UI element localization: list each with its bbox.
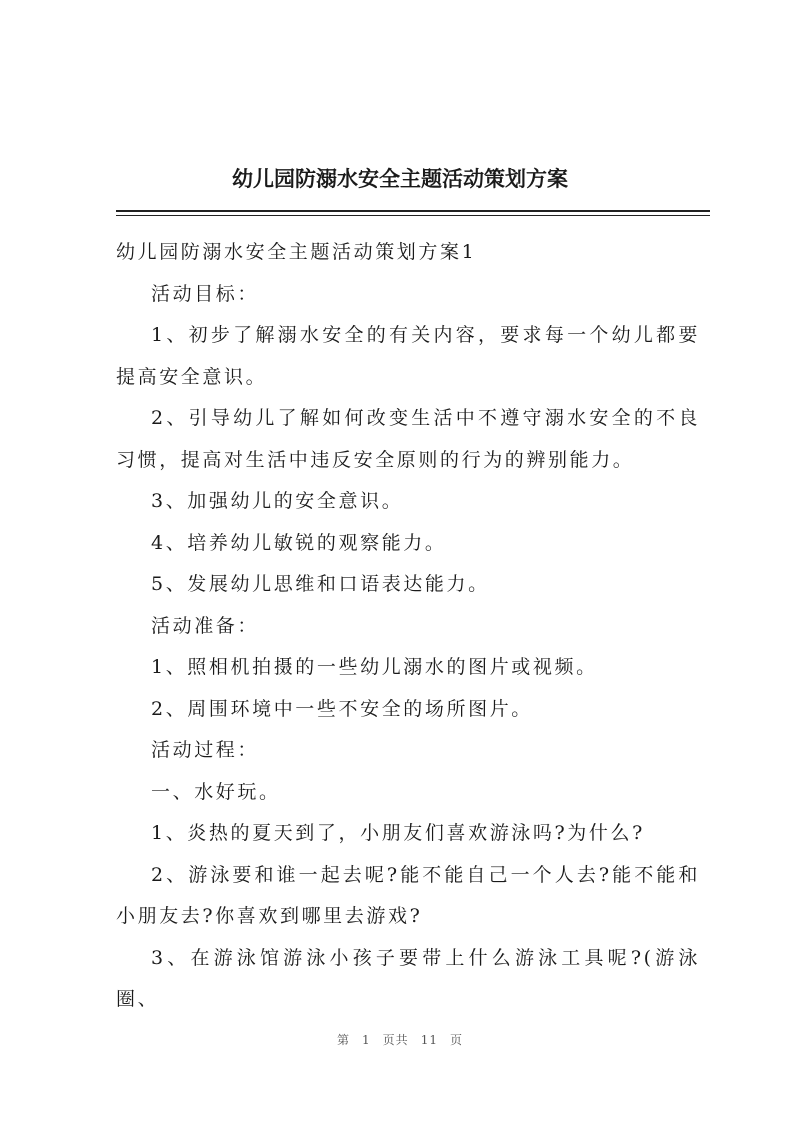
paragraph: 活动准备： xyxy=(151,614,260,637)
paragraph: 1、炎热的夏天到了，小朋友们喜欢游泳吗?为什么? xyxy=(151,822,645,844)
footer-page-number: 1 xyxy=(362,1033,371,1047)
paragraph: 一、水好玩。 xyxy=(151,780,281,803)
paragraph: 活动目标： xyxy=(151,282,260,305)
paragraph: 1、照相机拍摄的一些幼儿溺水的图片或视频。 xyxy=(151,656,598,678)
paragraph: 4、培养幼儿敏锐的观察能力。 xyxy=(151,531,447,554)
title-divider xyxy=(116,210,710,216)
footer-prefix: 第 xyxy=(337,1033,351,1047)
paragraph: 幼儿园防溺水安全主题活动策划方案1 xyxy=(116,241,477,263)
paragraph: 3、加强幼儿的安全意识。 xyxy=(151,490,404,512)
paragraph: 1、初步了解溺水安全的有关内容，要求每一个幼儿都要提高安全意识。 xyxy=(116,324,700,388)
paragraph: 2、游泳要和谁一起去呢?能不能自己一个人去?能不能和小朋友去?你喜欢到哪里去游戏? xyxy=(116,863,700,927)
paragraph: 2、周围环境中一些不安全的场所图片。 xyxy=(151,697,533,720)
page-footer xyxy=(0,1031,800,1048)
paragraph: 活动过程： xyxy=(151,739,260,761)
document-title: 幼儿园防溺水安全主题活动策划方案 xyxy=(232,166,568,191)
paragraph: 3、在游泳馆游泳小孩子要带上什么游泳工具呢?(游泳圈、 xyxy=(116,946,700,1010)
paragraph: 2、引导幼儿了解如何改变生活中不遵守溺水安全的不良习惯，提高对生活中违反安全原则的行为的辨别能力。 xyxy=(116,407,700,471)
footer-middle: 页共 xyxy=(382,1033,409,1047)
document-body xyxy=(116,232,700,1021)
footer-total-pages: 11 xyxy=(420,1033,438,1047)
paragraph: 5、发展幼儿思维和口语表达能力。 xyxy=(151,573,490,595)
footer-suffix: 页 xyxy=(449,1033,463,1047)
